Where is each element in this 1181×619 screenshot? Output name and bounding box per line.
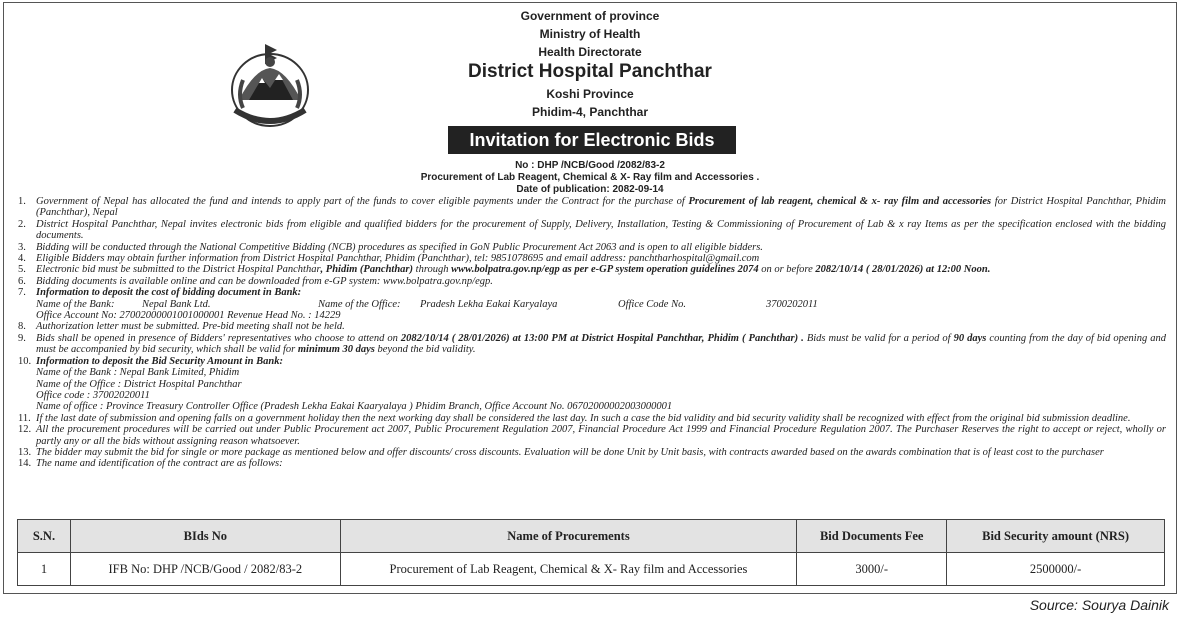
clause-number: 6. <box>18 275 26 287</box>
clause-text: Bids must be valid for a period of <box>803 332 954 344</box>
clause-text: If the last date of submission and opening falls on a government holiday then the next working day shall be considered the last day. In such a case the bid validity and bid security validity shall be recognized with effect from the original bid submission deadline. <box>36 412 1131 424</box>
clause-opening-time: 2082/10/14 ( 28/01/2026) at 13:00 PM at District Hospital Panchthar, Phidim ( Panchthar) . <box>400 332 804 344</box>
clause-7 <box>18 287 1166 321</box>
clause-4 <box>18 253 1166 264</box>
clause-number: 11. <box>18 412 31 424</box>
notice-number: No : DHP /NCB/Good /2082/83-2 <box>515 160 665 171</box>
clause-text-bold: Procurement of lab reagent, chemical & x- ray film and accessories <box>688 196 992 207</box>
clause-text: Electronic bid must be submitted to the District Hospital Panchthar <box>36 264 321 276</box>
clause-number: 13. <box>18 446 32 458</box>
column-header-procurement-name: Name of Procurements <box>340 520 797 553</box>
clause-text: Eligible Bidders may obtain further information from District Hospital Panchthar, Phidim (Panchthar), tel: 9851078695 and email address: panchtharhospital@gmail.com <box>36 253 760 265</box>
clause-text: through <box>413 264 452 276</box>
cell-procurement-name: Procurement of Lab Reagent, Chemical & X- Ray film and Accessories <box>340 553 797 586</box>
clause-number: 8. <box>18 321 26 333</box>
clause-text: The bidder may submit the bid for single or more package as mentioned below and offer discounts/ cross discounts. Evaluation will be done Unit by Unit basis, with contracts awarded based on the awards combination that is of least cost to the purchaser <box>36 446 1104 458</box>
clause-text: Authorization letter must be submitted. Pre-bid meeting shall not be held. <box>36 321 345 333</box>
clause-number: 9. <box>18 332 26 344</box>
bank-label: Name of the Bank: <box>36 298 115 310</box>
clause-number: 12. <box>18 424 32 436</box>
clause-text: for District Hospital Panchthar, Phidim (Panchthar), Nepal <box>36 196 1166 219</box>
clause-number: 10. <box>18 355 32 367</box>
column-header-document-fee: Bid Documents Fee <box>797 520 947 553</box>
clause-deadline: 2082/10/14 ( 28/01/2026) at 12:00 Noon. <box>815 264 991 276</box>
clause-text: Bidding will be conducted through the National Competitive Bidding (NCB) procedures as specified in GoN Public Procurement Act 2063 and is open to all eligible bidders. <box>36 241 763 253</box>
code-value: 3700202011 <box>766 298 818 310</box>
clause-12 <box>18 424 1166 447</box>
cell-document-fee: 3000/- <box>797 553 947 586</box>
clause-text: Government of Nepal has allocated the fund and intends to apply part of the funds to cover eligible payments under the Contract for the purchase of <box>36 196 689 207</box>
table-header-row <box>18 520 1165 553</box>
clause-min-validity: minimum 30 days <box>297 344 375 356</box>
clause-text-bold: , Phidim (Panchthar) <box>320 264 414 276</box>
cell-bids-no: IFB No: DHP /NCB/Good / 2082/83-2 <box>70 553 340 586</box>
header-ministry: Ministry of Health <box>539 27 641 41</box>
clause-validity: 90 days <box>953 332 987 344</box>
procurement-table <box>17 519 1165 586</box>
clause-number: 2. <box>18 218 26 230</box>
clause-text: Bidding documents is available online and can be downloaded from e-GP system: www.bolpatra.gov.np/egp. <box>36 275 493 287</box>
clause-title: Information to deposit the cost of bidding document in Bank: <box>36 287 302 299</box>
clause-text: Bids shall be opened in presence of Bidders' representatives who choose to attend on <box>36 332 401 344</box>
notice-procurement-title: Procurement of Lab Reagent, Chemical & X- Ray film and Accessories . <box>420 172 760 183</box>
clause-text: The name and identification of the contract are as follows: <box>36 458 283 470</box>
clause-number: 1. <box>18 196 26 207</box>
clause-text: counting from the day of bid opening and must be accompanied by bid security, which shall be valid for <box>36 332 1166 356</box>
clause-9 <box>18 333 1166 356</box>
clause-6 <box>18 276 1166 287</box>
clause-link-egp[interactable]: www.bolpatra.gov.np/egp as per e-GP system operation guidelines 2074 <box>451 264 759 276</box>
code-label: Office Code No. <box>618 298 686 310</box>
notice-publication-date: Date of publication: 2082-09-14 <box>516 184 664 195</box>
clause-10 <box>18 356 1166 413</box>
office-label: Name of the Office: <box>318 298 401 310</box>
header-government: Government of province <box>520 9 660 23</box>
clause-text: All the procurement procedures will be carried out under Public Procurement act 2007, Public Procurement Regulation 2007, Financial Procedure Act 1999 and Financial Procedure Regulation 2007. The Purchaser Reserves the right to accept or reject, wholly or partly any or all the bids without assigning reason whatsoever. <box>36 424 1166 447</box>
header-hospital-name: District Hospital Panchthar <box>468 61 712 82</box>
clause-title: Information to deposit the Bid Security Amount in Bank: <box>36 355 283 367</box>
clause-2 <box>18 219 1166 242</box>
office-code-line: Office code : 37002020011 <box>36 389 150 401</box>
header-province: Koshi Province <box>546 87 634 101</box>
cell-sn: 1 <box>18 553 71 586</box>
clause-13 <box>18 447 1166 458</box>
notice-body <box>18 196 1166 470</box>
header-directorate: Health Directorate <box>538 45 642 59</box>
clause-number: 5. <box>18 264 26 276</box>
notice-banner-title: Invitation for Electronic Bids <box>448 126 736 154</box>
clause-number: 7. <box>18 287 26 299</box>
clause-11 <box>18 413 1166 424</box>
clause-number: 14. <box>18 458 32 470</box>
clause-text: beyond the bid validity. <box>374 344 476 356</box>
account-line: Office Account No: 27002000001001000001 Revenue Head No. : 14229 <box>36 310 341 322</box>
clause-text: District Hospital Panchthar, Nepal invites electronic bids from eligible and qualified bidders for the procurement of Supply, Delivery, Installation, Testing & Commissioning of Procurement of Lab & x ray Items as per the specification enclosed with the bidding documents. <box>36 218 1166 242</box>
office-line: Name of the Office : District Hospital Panchthar <box>36 378 242 390</box>
clause-text: on or before <box>758 264 816 276</box>
column-header-sn: S.N. <box>18 520 71 553</box>
column-header-bid-security: Bid Security amount (NRS) <box>947 520 1165 553</box>
clause-5 <box>18 264 1166 275</box>
government-emblem-icon <box>229 40 311 130</box>
source-credit: Source: Sourya Dainik <box>1029 597 1169 613</box>
clause-14 <box>18 458 1166 469</box>
bank-value: Nepal Bank Ltd. <box>142 298 211 310</box>
clause-1 <box>18 196 1166 219</box>
treasury-line: Name of office : Province Treasury Controller Office (Pradesh Lekha Eakai Kaaryalaya ) Phidim Branch, Office Account No. 06702000002003000001 <box>36 401 673 413</box>
cell-bid-security: 2500000/- <box>947 553 1165 586</box>
clause-3 <box>18 242 1166 253</box>
office-value: Pradesh Lekha Eakai Karyalaya <box>420 298 558 310</box>
clause-number: 3. <box>18 241 26 253</box>
table-row <box>18 553 1165 586</box>
clause-8 <box>18 321 1166 332</box>
header-address: Phidim-4, Panchthar <box>531 105 649 119</box>
bank-line: Name of the Bank : Nepal Bank Limited, Phidim <box>36 367 240 379</box>
clause-number: 4. <box>18 253 26 265</box>
column-header-bids-no: BIds No <box>70 520 340 553</box>
